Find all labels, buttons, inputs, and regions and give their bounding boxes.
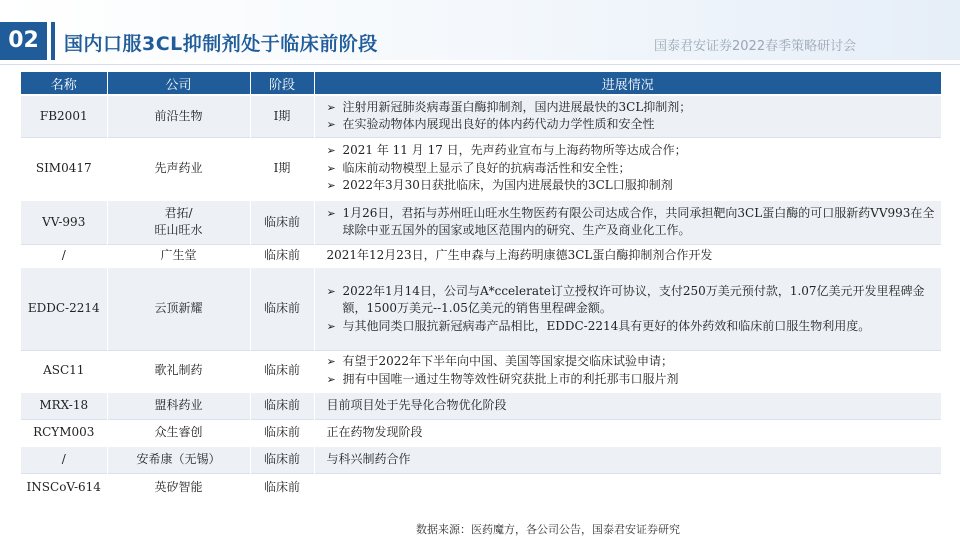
- header-divider: [0, 64, 960, 65]
- table-row: [21, 392, 941, 419]
- progress-bullet: ➢ 2021 年 11 月 17 日，先声药业宣布与上海药物所等达成合作；: [327, 142, 935, 160]
- cell-company: [107, 350, 250, 392]
- cell-progress: [314, 244, 941, 267]
- progress-bullet: ➢ 1月26日，君拓与苏州旺山旺水生物医药有限公司达成合作，共同承担靶向3CL蛋白酶的可口服新药VV993在全球除中亚五国外的国家或地区范围内的研究、生产及商业化工作。: [327, 205, 935, 240]
- cell-stage: I期: [250, 137, 314, 200]
- progress-bullet: ➢ 2022年1月14日，公司与A*ccelerate订立授权许可协议，支付250万美元预付款，1.07亿美元开发里程碑金额，1500万美元--1.05亿美元的销售里程碑金额。: [327, 283, 935, 318]
- cell-progress: [314, 350, 941, 392]
- table-row: [21, 473, 941, 501]
- cell-company: [107, 267, 250, 350]
- section-accent-bar: [51, 22, 55, 60]
- progress-bullet: ➢ 2022年3月30日获批临床，为国内进展最快的3CL口服抑制剂: [327, 177, 935, 195]
- progress-text: 目前项目处于先导化合物优化阶段: [326, 398, 507, 412]
- pipeline-table: [21, 72, 942, 501]
- cell-progress: [314, 473, 941, 501]
- progress-text: 与科兴制药合作: [326, 452, 411, 466]
- company-line: 旺山旺水: [154, 223, 203, 238]
- company-line: 盟科药业: [154, 398, 203, 413]
- cell-name: EDDC-2214: [21, 267, 107, 350]
- table-row: [21, 419, 941, 446]
- cell-progress: [314, 137, 941, 200]
- cell-stage: 临床前: [250, 419, 314, 446]
- cell-name: FB2001: [21, 95, 107, 137]
- cell-progress: [314, 419, 941, 446]
- brand-text: 国泰君安证券2022春季策略研讨会: [654, 39, 857, 54]
- table-row: [21, 446, 941, 473]
- table-row: [21, 200, 941, 244]
- cell-name: ASC11: [21, 350, 107, 392]
- cell-stage: 临床前: [250, 392, 314, 419]
- cell-company: [107, 392, 250, 419]
- table-row: [21, 244, 941, 267]
- progress-text: 2021年12月23日，广生申森与上海药明康德3CL蛋白酶抑制剂合作开发: [326, 247, 713, 262]
- company-line: 君拓/: [164, 206, 193, 221]
- cell-name: /: [21, 446, 107, 473]
- company-line: 众生睿创: [154, 424, 203, 439]
- cell-stage: 临床前: [250, 244, 314, 267]
- cell-stage: 临床前: [250, 446, 314, 473]
- company-line: 歌礼制药: [154, 363, 203, 378]
- table-row: [21, 95, 941, 137]
- cell-company: [107, 95, 250, 137]
- cell-progress: [314, 392, 941, 419]
- progress-bullet: ➢ 注射用新冠肺炎病毒蛋白酶抑制剂，国内进展最快的3CL抑制剂；: [327, 99, 935, 117]
- cell-progress: [314, 200, 941, 244]
- column-header-stage: 阶段: [250, 72, 314, 95]
- data-source: 数据来源：医药魔方，各公司公告，国泰君安证券研究: [416, 523, 680, 536]
- cell-company: [107, 419, 250, 446]
- cell-company: [107, 473, 250, 501]
- progress-text: 正在药物发现阶段: [326, 424, 423, 439]
- company-line: 安希康（无锡）: [136, 452, 221, 467]
- cell-progress: [314, 446, 941, 473]
- progress-bullet: ➢ 临床前动物模型上显示了良好的抗病毒活性和安全性；: [327, 160, 935, 178]
- cell-company: [107, 137, 250, 200]
- company-line: 英矽智能: [154, 479, 203, 494]
- progress-bullet: ➢ 有望于2022年下半年向中国、美国等国家提交临床试验申请；: [327, 353, 935, 371]
- cell-progress: [314, 95, 941, 137]
- cell-stage: 临床前: [250, 267, 314, 350]
- cell-stage: I期: [250, 95, 314, 137]
- cell-company: [107, 200, 250, 244]
- cell-name: /: [21, 244, 107, 267]
- section-number-badge: 02: [0, 22, 47, 60]
- cell-company: [107, 244, 250, 267]
- cell-name: INSCoV-614: [21, 473, 107, 501]
- column-header-name: 名称: [21, 72, 107, 95]
- column-header-company: 公司: [107, 72, 250, 95]
- table-row: [21, 350, 941, 392]
- progress-bullet: ➢ 拥有中国唯一通过生物等效性研究获批上市的利托那韦口服片剂: [327, 371, 935, 389]
- company-line: 云顶新耀: [154, 301, 203, 316]
- table-header-row: [21, 72, 941, 95]
- table-row: [21, 267, 941, 350]
- cell-name: SIM0417: [21, 137, 107, 200]
- progress-bullet: ➢ 在实验动物体内展现出良好的体内药代动力学性质和安全性: [327, 116, 935, 134]
- cell-name: MRX-18: [21, 392, 107, 419]
- company-line: 广生堂: [160, 247, 197, 262]
- page-title: 国内口服3CL抑制剂处于临床前阶段: [64, 33, 378, 55]
- table-row: [21, 137, 941, 200]
- cell-stage: 临床前: [250, 200, 314, 244]
- cell-stage: 临床前: [250, 473, 314, 501]
- table-body: [21, 95, 941, 501]
- cell-name: RCYM003: [21, 419, 107, 446]
- cell-stage: 临床前: [250, 350, 314, 392]
- company-line: 前沿生物: [154, 108, 203, 123]
- progress-bullet: ➢ 与其他同类口服抗新冠病毒产品相比，EDDC-2214具有更好的体外药效和临床前口服生物利用度。: [327, 318, 935, 336]
- cell-progress: [314, 267, 941, 350]
- column-header-progress: 进展情况: [314, 72, 941, 95]
- cell-name: VV-993: [21, 200, 107, 244]
- company-line: 先声药业: [154, 160, 203, 175]
- cell-company: [107, 446, 250, 473]
